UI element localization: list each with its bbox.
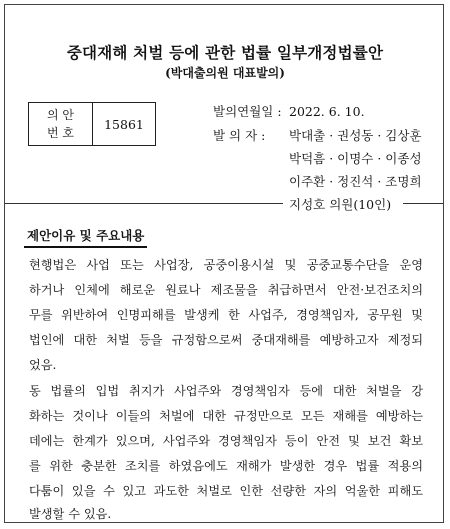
bill-number-label	[29, 103, 93, 145]
bill-label-line2: 번 호	[47, 126, 74, 140]
paragraph-2-line-5: 다툼이 있을 수 있고 과도한 처벌로 인한 선량한 자의 억울한 피해도	[29, 484, 423, 498]
paragraph-2-line-4: 를 위한 충분한 조치를 하였음에도 재해가 발생한 경우 법률 적용의	[29, 459, 423, 473]
section-divider-left	[5, 203, 283, 204]
document-title: 중대재해 처벌 등에 관한 법률 일부개정법률안	[66, 43, 384, 62]
paragraph-1-line-2: 하거나 인체에 해로운 원료나 제조물을 취급하면서 안전·보건조치의	[29, 283, 423, 297]
paragraph-2-line-6: 발생할 수 있음.	[29, 507, 112, 521]
paragraph-1-line-3: 무를 위반하여 인명피해를 발생케 한 사업주, 경영책임자, 공무원 및	[29, 308, 423, 322]
bill-number-value: 15861	[104, 116, 144, 132]
bill-label-line1: 의 안	[47, 108, 74, 122]
proposal-date-value: 2022. 6. 10.	[289, 104, 365, 119]
document-page	[4, 4, 444, 523]
proposer-row	[213, 126, 422, 144]
paragraph-1-line-5: 었음.	[29, 358, 57, 372]
paragraph-2-line-3: 데에는 한계가 있으며, 사업주와 경영책임자 등이 안전 및 보건 확보	[29, 434, 423, 448]
section-divider-right	[403, 203, 443, 204]
paragraph-2-line-1: 동 법률의 입법 취지가 사업주와 경영책임자 등에 대한 처벌을 강	[29, 384, 423, 398]
proposer-names-line1: 박대출 · 권성동 · 김상훈	[289, 128, 422, 143]
paragraph-1-line-4: 법인에 대한 처벌 등을 규정함으로써 중대재해를 예방하고자 제정되	[29, 333, 423, 347]
paragraph-1-line-1: 현행법은 사업 또는 사업장, 공중이용시설 및 공중교통수단을 운영	[29, 258, 423, 272]
paragraph-2-line-2: 화하는 것이나 이들의 처벌에 대한 규정만으로 모든 재해를 예방하는	[29, 409, 423, 423]
document-subtitle: (박대출의원 대표발의)	[165, 66, 285, 80]
proposal-date-label: 발의연월일 :	[213, 104, 282, 119]
proposer-label: 발 의 자 :	[213, 128, 266, 143]
section-heading: 제안이유 및 주요내용	[24, 226, 147, 248]
proposer-names-line3: 이주환 · 정진석 · 조명희	[289, 174, 422, 189]
proposer-names-line2: 박덕흠 · 이명수 · 이종성	[289, 151, 422, 166]
bill-number-box	[28, 102, 156, 146]
proposer-names-line4: 지성호 의원(10인)	[289, 197, 392, 212]
proposal-date-row	[213, 102, 365, 120]
